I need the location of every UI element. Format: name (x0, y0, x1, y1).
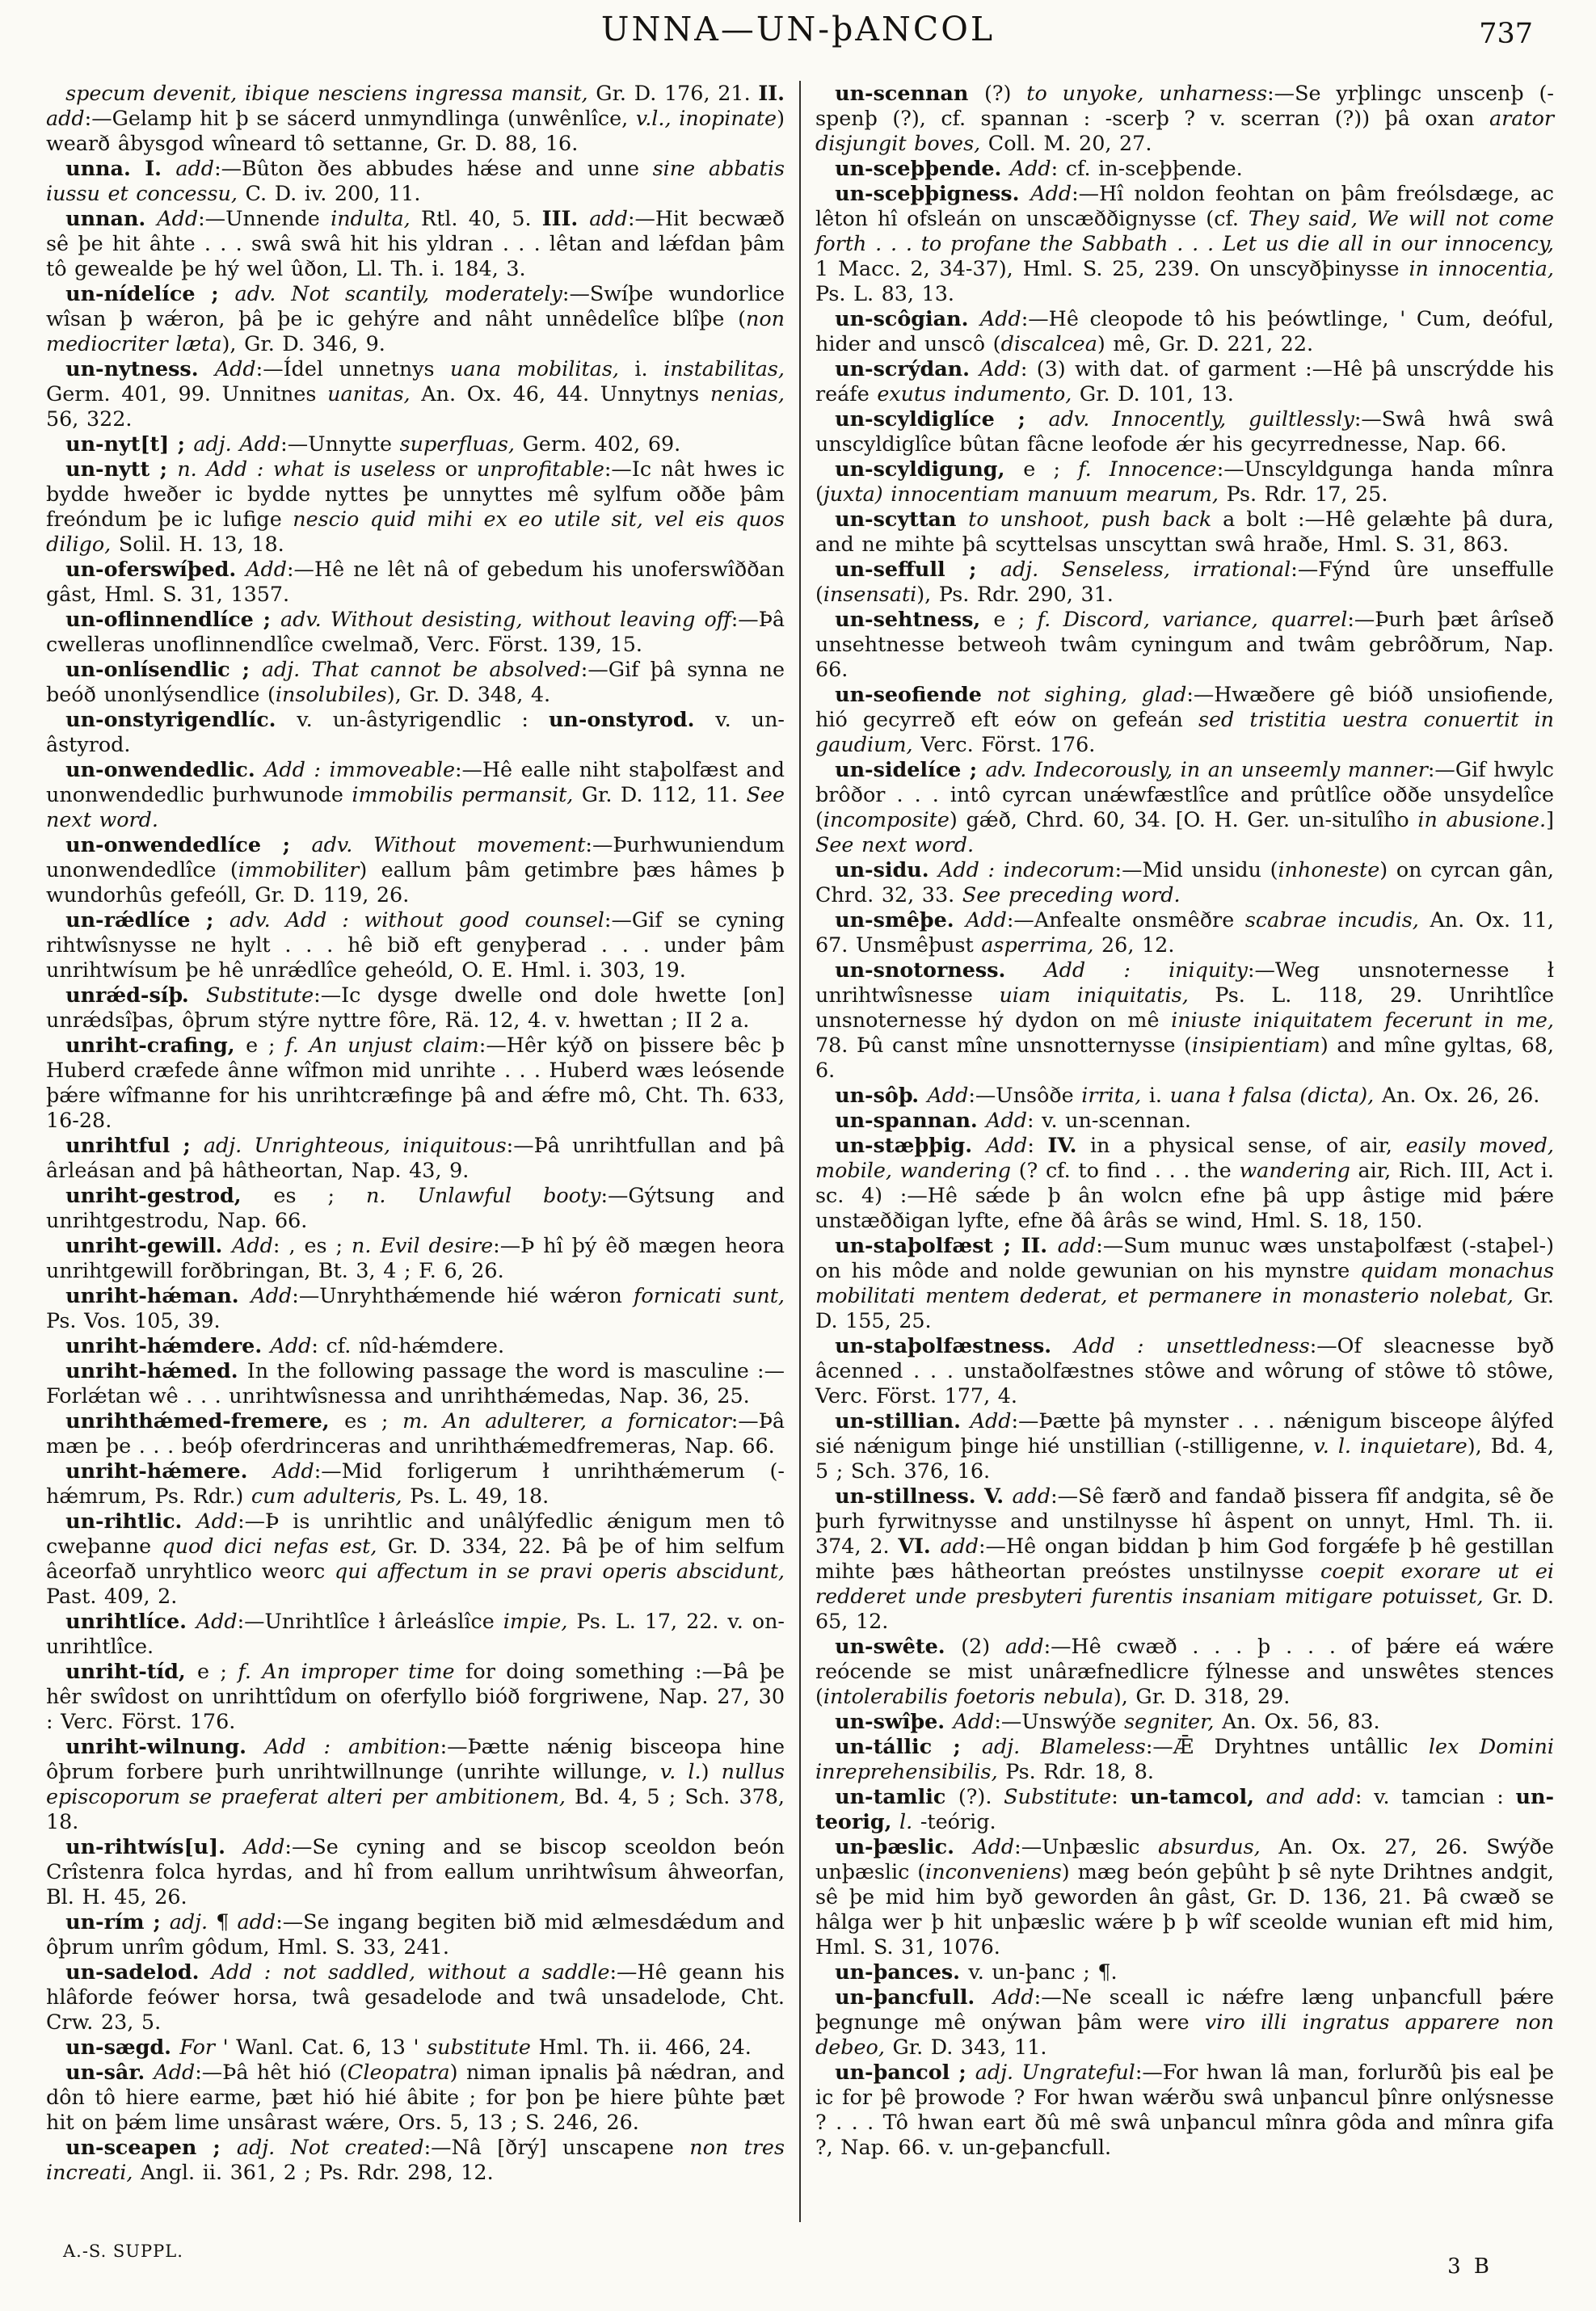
dictionary-entry: unrǽd-síþ. Substitute:—Ic dysge dwelle ond dole hwette [on] unrǽdsîþas, ôþrum stýre nyttre fôre, Rä. 12, 4. v. hwettan ; II 2 a. (46, 983, 785, 1032)
dictionary-entry: un-scyldigung, e ; f. Innocence:—Unscyldgunga handa mînra (juxta) innocentiam manuum mearum, Ps. Rdr. 17, 25. (815, 457, 1554, 506)
dictionary-entry: un-stillian. Add:—Þætte þâ mynster . . . nǽnigum bisceope âlýfed sié nǽnigum þinge hié unstillian (-stilligenne, v. l. inquietare), Bd. 4, 5 ; Sch. 376, 16. (815, 1408, 1554, 1483)
dictionary-entry: un-sceapen ; adj. Not created:—Nâ [ðrý] unscapene non tres increati, Angl. ii. 361, 2 ; Ps. Rdr. 298, 12. (46, 2135, 785, 2184)
dictionary-entry: unriht-crafing, e ; f. An unjust claim:—Hêr kýð on þissere bêc þ Huberd cræfede ânne wîfmon mid unrihte . . . Huberd wæs leósende þǽre wîfmanne for his unrihtcræfinge þâ and ǽfre mô, Cht. Th. 633, 16-28. (46, 1033, 785, 1132)
dictionary-entry: un-seffull ; adj. Senseless, irrational:—Fýnd ûre unseffulle (insensati), Ps. Rdr. 290, 31. (815, 557, 1554, 606)
dictionary-entry: unriht-tíd, e ; f. An improper time for doing something :—Þâ þe hêr swîdost on unrihttîdum on oferfyllo bióð forgriwene, Nap. 27, 30 : Verc. Först. 176. (46, 1659, 785, 1733)
dictionary-entry: unriht-wilnung. Add : ambition:—Þætte nǽnig bisceopa hine ôþrum forbere þurh unrihtwillnunge (unrihte willunge, v. l.) nullus episcoporum se praeferat alteri per ambitionem, Bd. 4, 5 ; Sch. 378, 18. (46, 1734, 785, 1833)
dictionary-entry: unriht-gewill. Add: , es ; n. Evil desire:—Þ hî þý êð mægen heora unrihtgewill forðbringan, Bt. 3, 4 ; F. 6, 26. (46, 1233, 785, 1282)
dictionary-entry: un-þances. v. un-þanc ; ¶. (835, 1960, 1118, 1984)
dictionary-entry: un-stillness. V. add:—Sê færð and fandað þissera fîf andgita, sê ðe þurh fyrwitnysse and unstilnysse hî âspent on unnyt, Hml. Th. ii. 374, 2. VI. add:—Hê ongan biddan þ him God forgǽfe þ hê gestillan mihte þæs hâtheortan preóstes unstilnysse coepit exorare ut ei redderet unde presbyteri furentis insaniam mitigare potuisset, Gr. D. 65, 12. (815, 1484, 1555, 1633)
dictionary-entry: un-sadelod. Add : not saddled, without a saddle:—Hê geann his hlâforde feówer horsa, twâ gesadelode and twâ unsadelode, Cht. Crw. 23, 5. (46, 1960, 785, 2034)
dictionary-entry: unriht-hǽmed. In the following passage the word is masculine :— Forlǽtan wê . . . unrihtwîsnessa and unrihthǽmedas, Nap. 36, 25. (46, 1358, 785, 1408)
left-column (46, 81, 801, 2222)
dictionary-entry: unriht-hǽmdere. Add: cf. nîd-hǽmdere. (65, 1333, 505, 1358)
dictionary-entry: unrihtlíce. Add:—Unrihtlîce ł ârleáslîce impie, Ps. L. 17, 22. v. on-unrihtlîce. (46, 1609, 785, 1658)
dictionary-entry: un-sceþþende. Add: cf. in-sceþþende. (835, 156, 1243, 180)
dictionary-entry: un-scrýdan. Add: (3) with dat. of garment :—Hê þâ unscrýdde his reáfe exutus indumento, Gr. D. 101, 13. (815, 356, 1554, 406)
dictionary-entry: un-sceþþigness. Add:—Hî noldon feohtan on þâm freólsdæge, ac lêton hî ofsleán on unscæððignysse (cf. They said, We will not come forth . . . to profane the Sabbath . . . Let us die all in our innocency, 1 Macc. 2, 34-37), Hml. S. 25, 239. On unscyðþinysse in innocentia, Ps. L. 83, 13. (815, 181, 1555, 305)
signature-mark-right: 3 B (1447, 2254, 1493, 2279)
dictionary-entry: un-stæþþig. Add: IV. in a physical sense, of air, easily moved, mobile, wandering (? cf. to find . . . the wandering air, Rich. III, Act i. sc. 4) :—Hê sǽde þ ân wolcn efne þâ upp âstige mid þǽre unstæððigan lyfte, efne ðâ ârâs se wind, Hml. S. 18, 150. (815, 1133, 1554, 1232)
dictionary-entry: un-onwendedlic. Add : immoveable:—Hê ealle niht staþolfæst and unonwendedlic þurhwunode immobilis permansit, Gr. D. 112, 11. See next word. (46, 757, 785, 831)
dictionary-entry: un-nytness. Add:—Ídel unnetnys uana mobilitas, i. instabilitas, Germ. 401, 99. Unnitnes uanitas, An. Ox. 46, 44. Unnytnys nenias, 56, 322. (46, 356, 785, 431)
dictionary-entry: un-scennan (?) to unyoke, unharness:—Se yrþlingc unscenþ (-spenþ (?), cf. spannan : -scerþ ? v. scerran (?)) þâ oxan arator disjungit boves, Coll. M. 20, 27. (815, 81, 1554, 155)
dictionary-entry: un-sôþ. Add:—Unsôðe irrita, i. uana ł falsa (dicta), An. Ox. 26, 26. (835, 1083, 1540, 1107)
dictionary-entry: un-sidelíce ; adv. Indecorously, in an unseemly manner:—Gif hwylc brôðor . . . intô cyrcan unǽwfæstlîce and prûtlîce oððe unsydelîce (incomposite) gǽð, Chrd. 60, 34. [O. H. Ger. un-situlîho in abusione.] See next word. (815, 757, 1555, 857)
dictionary-entry: specum devenit, ibique nesciens ingressa mansit, Gr. D. 176, 21. II. add:—Gelamp hit þ se sácerd unmyndlinga (unwênlîce, v.l., inopinate) wearð âbysgod wîneard tô settanne, Gr. D. 88, 16. (46, 81, 785, 155)
running-head: UNNA—UN-þANCOL (600, 10, 996, 48)
dictionary-entry: un-onstyrigendlíc. v. un-âstyrigendlic : un-onstyrod. v. un-âstyrod. (46, 707, 785, 756)
dictionary-entry: un-scyttan to unshoot, push back a bolt :—Hê gelæhte þâ dura, and ne mihte þâ scyttelsas unscyttan swâ hraðe, Hml. S. 31, 863. (815, 507, 1554, 556)
dictionary-entry: un-swîþe. Add:—Unswýðe segniter, An. Ox. 56, 83. (835, 1709, 1380, 1733)
text-block (46, 81, 1554, 2222)
dictionary-entry: un-rím ; adj. ¶ add:—Se ingang begiten bið mid ælmesdǽdum and ôþrum unrîm gôdum, Hml. S. 33, 241. (46, 1909, 785, 1959)
dictionary-entry: un-tamlic (?). Substitute: un-tamcol, and add: v. tamcian : un-teorig, l. -teórig. (815, 1784, 1554, 1833)
dictionary-entry: un-seofiende not sighing, glad:—Hwæðere gê bióð unsiofiende, hió gecyrreð eft eów on gefeán sed tristitia uestra conuertit in gaudium, Verc. Först. 176. (815, 682, 1554, 756)
dictionary-entry: un-sidu. Add : indecorum:—Mid unsidu (inhoneste) on cyrcan gân, Chrd. 32, 33. See preceding word. (815, 857, 1554, 907)
dictionary-entry: un-þancol ; adj. Ungrateful:—For hwan lâ man, forlurðû þis eal þe ic for þê þrowode ? For hwan wǽrðu swâ unþancul þînre onlýsnesse ? . . . Tô hwan eart ðû mê swâ unþancul mînra gôda and mînra gifa ?, Nap. 66. v. un-geþancfull. (815, 2060, 1554, 2159)
dictionary-entry: un-snotorness. Add : iniquity:—Weg unsnoternesse ł unrihtwîsnesse uiam iniquitatis, Ps. L. 118, 29. Unrihtlîce unsnoternesse hý dydon on mê iniuste iniquitatem fecerunt in me, 78. Þû canst mîne unsnotternysse (insipientiam) and mîne gyltas, 68, 6. (815, 958, 1554, 1082)
dictionary-entry: un-smêþe. Add:—Anfealte onsmêðre scabrae incudis, An. Ox. 11, 67. Unsmêþust asperrima, 26, 12. (815, 907, 1554, 957)
dictionary-entry: unrihthǽmed-fremere, es ; m. An adulterer, a fornicator:—Þâ mæn þe . . . beóþ oferdrinceras and unrihthǽmedfremeras, Nap. 66. (46, 1408, 785, 1458)
dictionary-entry: un-spannan. Add: v. un-scennan. (835, 1108, 1191, 1132)
dictionary-entry: un-nídelíce ; adv. Not scantily, moderately:—Swíþe wundorlice wîsan þ wǽron, þâ þe ic gehýre and nâht unnêdelîce blîþe (non mediocriter læta), Gr. D. 346, 9. (46, 281, 785, 356)
dictionary-entry: un-rǽdlíce ; adv. Add : without good counsel:—Gif se cyning rihtwîsnysse ne hylt . . . hê bið eft genyþerad . . . under þâm unrihtwísum þe hê unrǽdlîce geheóld, O. E. Hml. i. 303, 19. (46, 907, 785, 982)
dictionary-entry: un-onlísendlic ; adj. That cannot be absolved:—Gif þâ synna ne beóð unonlýsendlice (insolubiles), Gr. D. 348, 4. (46, 657, 785, 706)
dictionary-entry: un-nytt ; n. Add : what is useless or unprofitable:—Ic nât hwes ic bydde hweðer ic bydde nyttes þe unnyttes mê sylfum oððe þâm freóndum þe ic lufige nescio quid mihi ex eo utile sit, vel eis quos diligo, Solil. H. 13, 18. (46, 457, 785, 556)
dictionary-entry: un-sægd. For ' Wanl. Cat. 6, 13 ' substitute Hml. Th. ii. 466, 24. (65, 2035, 752, 2059)
dictionary-entry: un-tállic ; adj. Blameless:—Ǣ Dryhtnes untâllic lex Domini inreprehensibilis, Ps. Rdr. 18, 8. (815, 1734, 1555, 1783)
dictionary-entry: un-staþolfæst ; II. add:—Sum munuc wæs unstaþolfæst (-staþel-) on his môde and nolde gewunian on his mynstre quidam monachus mobilitati mentem dederat, et permanere in monasterio nolebat, Gr. D. 155, 25. (815, 1233, 1555, 1332)
dictionary-entry: unnan. Add:—Unnende indulta, Rtl. 40, 5. III. add:—Hit becwæð sê þe hit âhte . . . swâ swâ hit his yldran . . . lêtan and lǽfdan þâm tô gewealde þe hý wel ûðon, Ll. Th. i. 184, 3. (46, 206, 785, 280)
dictionary-entry: un-oferswíþed. Add:—Hê ne lêt nâ of gebedum his unoferswîððan gâst, Hml. S. 31, 1357. (46, 557, 785, 606)
dictionary-entry: un-scyldiglíce ; adv. Innocently, guiltlessly:—Swâ hwâ swâ unscyldiglîce bûtan fâcne leofode ǽr his gecyrrednesse, Nap. 66. (815, 406, 1554, 456)
dictionary-entry: unriht-hǽman. Add:—Unryhthǽmende hié wǽron fornicati sunt, Ps. Vos. 105, 39. (46, 1283, 785, 1332)
dictionary-entry: un-þæslic. Add:—Unþæslic absurdus, An. Ox. 27, 26. Swýðe unþæslic (inconveniens) mæg beón geþûht þ sê nyte Drihtnes andgit, sê þe mid him byð geworden ân gâst, Gr. D. 136, 21. Þâ cwæð se hâlga wer þ hit unþæslic wǽre þ þ wîf sceolde wunian eft mid him, Hml. S. 31, 1076. (815, 1834, 1554, 1959)
dictionary-entry: un-staþolfæstness. Add : unsettledness:—Of sleacnesse byð âcenned . . . unstaðolfæstnes stôwe and wôrung of stôwe tô stôwe, Verc. Först. 177, 4. (815, 1333, 1554, 1408)
dictionary-entry: un-sehtness, e ; f. Discord, variance, quarrel:—Þurh þæt ârîseð unsehtnesse betweoh twâm cyningum and twâm gebrôðrum, Nap. 66. (815, 607, 1554, 681)
dictionary-entry: un-rihtlic. Add:—Þ is unrihtlic and unâlýfedlic ǽnigum men tô cweþanne quod dici nefas est, Gr. D. 334, 22. Þâ þe of him selfum âceorfað unryhtlico weorc qui affectum in se pravi operis abscidunt, Past. 409, 2. (46, 1509, 785, 1608)
dictionary-entry: un-onwendedlíce ; adv. Without movement:—Þurhwuniendum unonwendedlîce (immobiliter) eallum þâm getimbre þæs hâmes þ wundorhûs gefeóll, Gr. D. 119, 26. (46, 832, 785, 907)
dictionary-entry: un-nyt[t] ; adj. Add:—Unnytte superfluas, Germ. 402, 69. (65, 431, 681, 456)
dictionary-entry: un-rihtwís[u]. Add:—Se cyning and se biscop sceoldon beón Crîstenra folca hyrdas, and hî from eallum unrihtwîsum âhweorfan, Bl. H. 45, 26. (46, 1834, 785, 1909)
dictionary-entry: unriht-gestrod, es ; n. Unlawful booty:—Gýtsung and unrihtgestrodu, Nap. 66. (46, 1183, 785, 1232)
right-column (801, 81, 1554, 2222)
dictionary-entry: unrihtful ; adj. Unrighteous, iniquitous:—Þâ unrihtfullan and þâ ârleásan and þâ hâtheortan, Nap. 43, 9. (46, 1133, 785, 1182)
dictionary-entry: un-swête. (2) add:—Hê cwæð . . . þ . . . of þǽre eá wǽre reócende se mist unâræfnedlicre fýlnesse and unswêtes stences (intolerabilis foetoris nebula), Gr. D. 318, 29. (815, 1634, 1554, 1708)
signature-mark-left: A.-S. SUPPL. (63, 2242, 183, 2261)
dictionary-entry: un-scôgian. Add:—Hê cleopode tô his þeówtlinge, ' Cum, deóful, hider and unscô (discalcea) mê, Gr. D. 221, 22. (815, 306, 1554, 356)
dictionary-entry: un-oflinnendlíce ; adv. Without desisting, without leaving off:—Þâ cwelleras unoflinnendlîce cwelmað, Verc. Först. 139, 15. (46, 607, 785, 656)
dictionary-entry: unna. I. add:—Bûton ðes abbudes hǽse and unne sine abbatis iussu et concessu, C. D. iv. 200, 11. (46, 156, 785, 205)
dictionary-entry: un-sâr. Add:—Þâ hêt hió (Cleopatra) niman ipnalis þâ nǽdran, and dôn tô hiere earme, þæt hió hié âbite ; for þon þe hiere þûhte þæt hit on þǽm lime unsârast wǽre, Ors. 5, 13 ; S. 246, 26. (46, 2060, 785, 2134)
dictionary-entry: un-þancfull. Add:—Ne sceall ic nǽfre læng unþancfull þǽre þegnunge mê onýwan þâm were viro illi ingratus apparere non debeo, Gr. D. 343, 11. (815, 1985, 1554, 2059)
page-number: 737 (1479, 18, 1533, 50)
dictionary-entry: unriht-hǽmere. Add:—Mid forligerum ł unrihthǽmerum (-hǽmrum, Ps. Rdr.) cum adulteris, Ps. L. 49, 18. (46, 1459, 785, 1508)
